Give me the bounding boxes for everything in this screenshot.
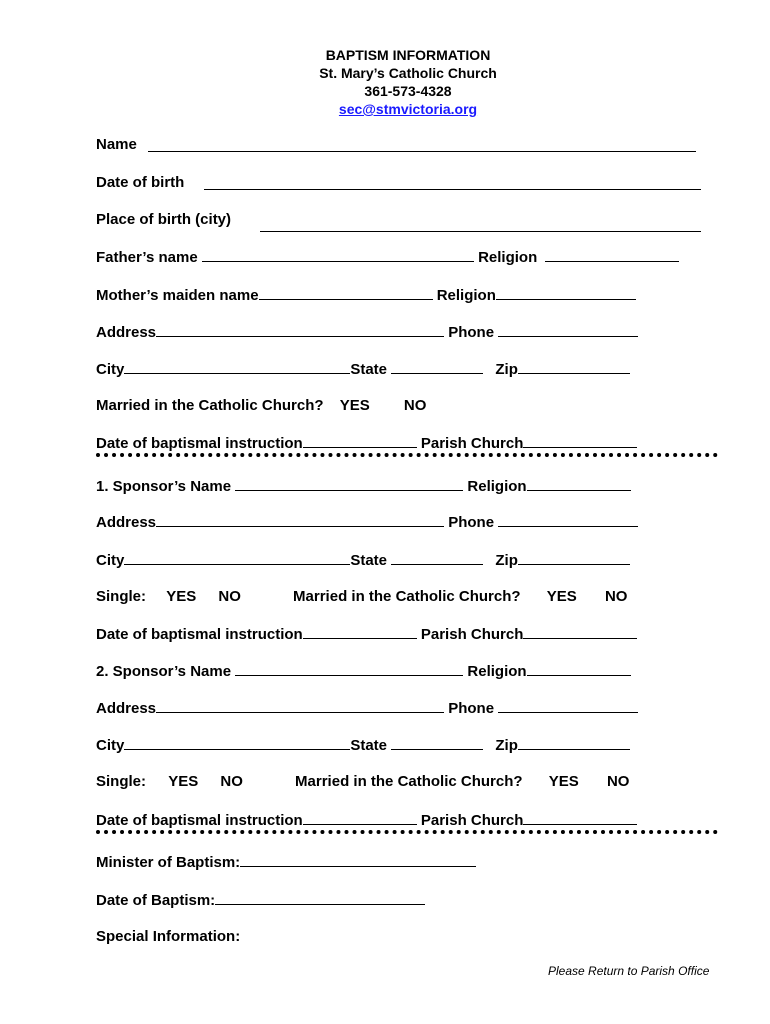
- sponsor1-state-label: State: [350, 552, 388, 569]
- sponsor2-parish-field[interactable]: [523, 810, 637, 825]
- sponsor1-state-field[interactable]: [391, 550, 483, 565]
- sponsor2-religion-field[interactable]: [527, 661, 631, 676]
- sponsor1-single-label: Single:: [96, 588, 147, 605]
- name-field[interactable]: [148, 151, 696, 152]
- instruction-label: Date of baptismal instruction: [96, 435, 303, 452]
- sponsor1-zip-field[interactable]: [518, 550, 630, 565]
- name-label: Name: [96, 136, 137, 153]
- mother-religion-label: Religion: [436, 287, 496, 304]
- sponsor2-married-question: Married in the Catholic Church?: [295, 773, 523, 790]
- sponsor2-address-label: Address: [96, 700, 157, 717]
- sponsor1-married-yes[interactable]: YES: [546, 588, 577, 605]
- minister-label: Minister of Baptism:: [96, 854, 241, 871]
- sponsor2-instruction-label: Date of baptismal instruction: [96, 812, 303, 829]
- parish-field[interactable]: [523, 433, 637, 448]
- sponsor2-zip-field[interactable]: [518, 735, 630, 750]
- minister-field[interactable]: [240, 852, 476, 867]
- sponsor2-religion-label: Religion: [467, 663, 527, 680]
- sponsor2-state-label: State: [350, 737, 388, 754]
- city-field[interactable]: [124, 359, 350, 374]
- sponsor2-city-field[interactable]: [124, 735, 350, 750]
- sponsor1-single-no[interactable]: NO: [218, 588, 241, 605]
- zip-field[interactable]: [518, 359, 630, 374]
- sponsor1-address-field[interactable]: [156, 512, 444, 527]
- sponsor2-single-label: Single:: [96, 773, 147, 790]
- address-field[interactable]: [156, 322, 444, 337]
- sponsor2-single-yes[interactable]: YES: [168, 773, 199, 790]
- sponsor1-city-label: City: [96, 552, 125, 569]
- mother-field[interactable]: [259, 285, 433, 300]
- father-religion-label: Religion: [478, 249, 538, 266]
- pob-label: Place of birth (city): [96, 211, 232, 228]
- sponsor1-single-yes[interactable]: YES: [166, 588, 197, 605]
- sponsor2-instruction-field[interactable]: [303, 810, 417, 825]
- state-label: State: [350, 361, 388, 378]
- sponsor2-address-field[interactable]: [156, 698, 444, 713]
- sponsor2-phone-label: Phone: [448, 700, 495, 717]
- sponsor1-parish-label: Parish Church: [420, 626, 524, 643]
- sponsor1-phone-label: Phone: [448, 514, 495, 531]
- dob-field[interactable]: [204, 189, 701, 190]
- phone-label: Phone: [448, 324, 495, 341]
- sponsor2-name-field[interactable]: [235, 661, 463, 676]
- instruction-field[interactable]: [303, 433, 417, 448]
- special-info-label: Special Information:: [96, 928, 241, 945]
- sponsor2-single-no[interactable]: NO: [220, 773, 243, 790]
- pob-field[interactable]: [260, 231, 701, 232]
- church-name: St. Mary’s Catholic Church: [319, 65, 497, 81]
- sponsor1-married-no[interactable]: NO: [604, 588, 628, 605]
- footer-note: Please Return to Parish Office: [548, 964, 710, 978]
- form-title: BAPTISM INFORMATION: [325, 47, 491, 63]
- sponsor1-label: 1. Sponsor’s Name: [96, 478, 232, 495]
- parish-label: Parish Church: [420, 435, 524, 452]
- sponsor1-phone-field[interactable]: [498, 512, 638, 527]
- married-question: Married in the Catholic Church?: [96, 397, 324, 414]
- zip-label: Zip: [495, 361, 518, 378]
- section-divider: [96, 453, 718, 457]
- sponsor2-city-label: City: [96, 737, 125, 754]
- baptism-date-label: Date of Baptism:: [96, 892, 216, 909]
- mother-religion-field[interactable]: [496, 285, 636, 300]
- sponsor1-married-question: Married in the Catholic Church?: [293, 588, 521, 605]
- sponsor1-instruction-field[interactable]: [303, 624, 417, 639]
- sponsor2-parish-label: Parish Church: [420, 812, 524, 829]
- sponsor2-label: 2. Sponsor’s Name: [96, 663, 232, 680]
- father-field[interactable]: [202, 247, 474, 262]
- sponsor2-phone-field[interactable]: [498, 698, 638, 713]
- baptism-date-field[interactable]: [215, 890, 425, 905]
- sponsor1-religion-label: Religion: [467, 478, 527, 495]
- mother-label: Mother’s maiden name: [96, 287, 259, 304]
- sponsor1-zip-label: Zip: [495, 552, 518, 569]
- married-yes[interactable]: YES: [339, 397, 370, 414]
- sponsor1-instruction-label: Date of baptismal instruction: [96, 626, 303, 643]
- city-label: City: [96, 361, 125, 378]
- sponsor1-city-field[interactable]: [124, 550, 350, 565]
- sponsor2-married-no[interactable]: NO: [606, 773, 630, 790]
- dob-label: Date of birth: [96, 174, 185, 191]
- sponsor2-married-yes[interactable]: YES: [548, 773, 579, 790]
- father-label: Father’s name: [96, 249, 198, 266]
- phone-field[interactable]: [498, 322, 638, 337]
- father-religion-field[interactable]: [545, 247, 679, 262]
- state-field[interactable]: [391, 359, 483, 374]
- sponsor1-religion-field[interactable]: [527, 476, 631, 491]
- married-no[interactable]: NO: [403, 397, 427, 414]
- sponsor2-state-field[interactable]: [391, 735, 483, 750]
- sponsor1-parish-field[interactable]: [523, 624, 637, 639]
- section-divider-2: [96, 830, 718, 834]
- address-label: Address: [96, 324, 157, 341]
- sponsor1-name-field[interactable]: [235, 476, 463, 491]
- sponsor2-zip-label: Zip: [495, 737, 518, 754]
- church-phone: 361-573-4328: [364, 83, 452, 99]
- sponsor1-address-label: Address: [96, 514, 157, 531]
- church-email-link[interactable]: sec@stmvictoria.org: [338, 101, 478, 117]
